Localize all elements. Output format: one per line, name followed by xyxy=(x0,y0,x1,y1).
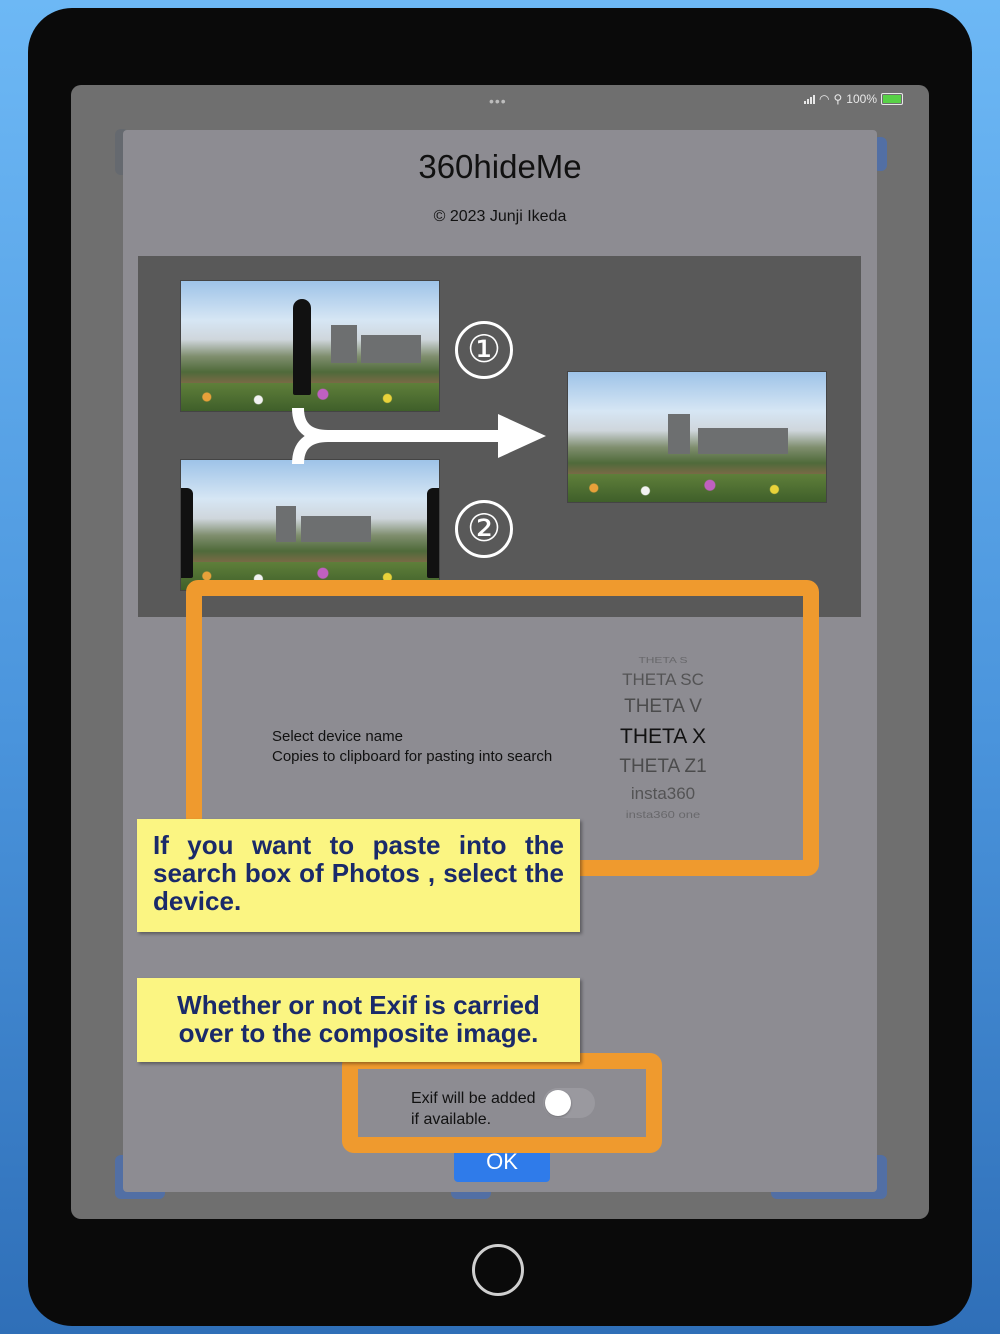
battery-icon xyxy=(881,93,903,105)
person-silhouette-icon xyxy=(293,299,311,395)
how-it-works-illustration xyxy=(138,256,861,617)
copyright: © 2023 Junji Ikeda xyxy=(433,208,567,225)
ok-button[interactable]: OK xyxy=(454,1142,550,1182)
picker-option[interactable]: THETA S xyxy=(638,655,688,665)
multitask-dots[interactable]: ••• xyxy=(489,93,507,109)
step-2-icon: ② xyxy=(455,500,513,558)
app-title: 360hideMe xyxy=(418,148,582,185)
picker-option[interactable]: THETA Z1 xyxy=(619,756,707,777)
panorama-image-2 xyxy=(181,460,439,590)
picker-caption-line2: Copies to clipboard for pasting into search xyxy=(272,748,553,765)
picker-note: If you want to paste into the search box of Photos , select the device. xyxy=(137,819,580,932)
wifi-icon: ◠ xyxy=(819,92,830,106)
person-icon: ⚲ xyxy=(833,92,843,106)
picker-option[interactable]: THETA V xyxy=(624,696,702,717)
exif-highlight-box xyxy=(342,1053,662,1153)
person-silhouette-icon xyxy=(181,488,193,578)
exif-label-line2: if available. xyxy=(411,1111,492,1128)
merge-arrow-icon xyxy=(288,406,548,466)
signal-icon xyxy=(804,95,815,104)
home-button[interactable] xyxy=(472,1244,524,1296)
result-panorama-image xyxy=(568,372,826,502)
exif-note: Whether or not Exif is carried over to the composite image. xyxy=(137,978,580,1062)
exif-label-line1: Exif will be added xyxy=(411,1090,536,1107)
picker-caption-line1: Select device name xyxy=(272,728,403,745)
panorama-image-1 xyxy=(181,281,439,411)
picker-option-selected[interactable]: THETA X xyxy=(620,725,706,748)
picker-option[interactable]: insta360 one xyxy=(625,808,701,820)
person-silhouette-icon xyxy=(427,488,439,578)
picker-option[interactable]: THETA SC xyxy=(622,670,704,689)
status-bar xyxy=(804,92,903,106)
battery-label: 100% xyxy=(846,92,877,106)
step-1-icon: ① xyxy=(455,321,513,379)
picker-option[interactable]: insta360 xyxy=(630,784,696,803)
